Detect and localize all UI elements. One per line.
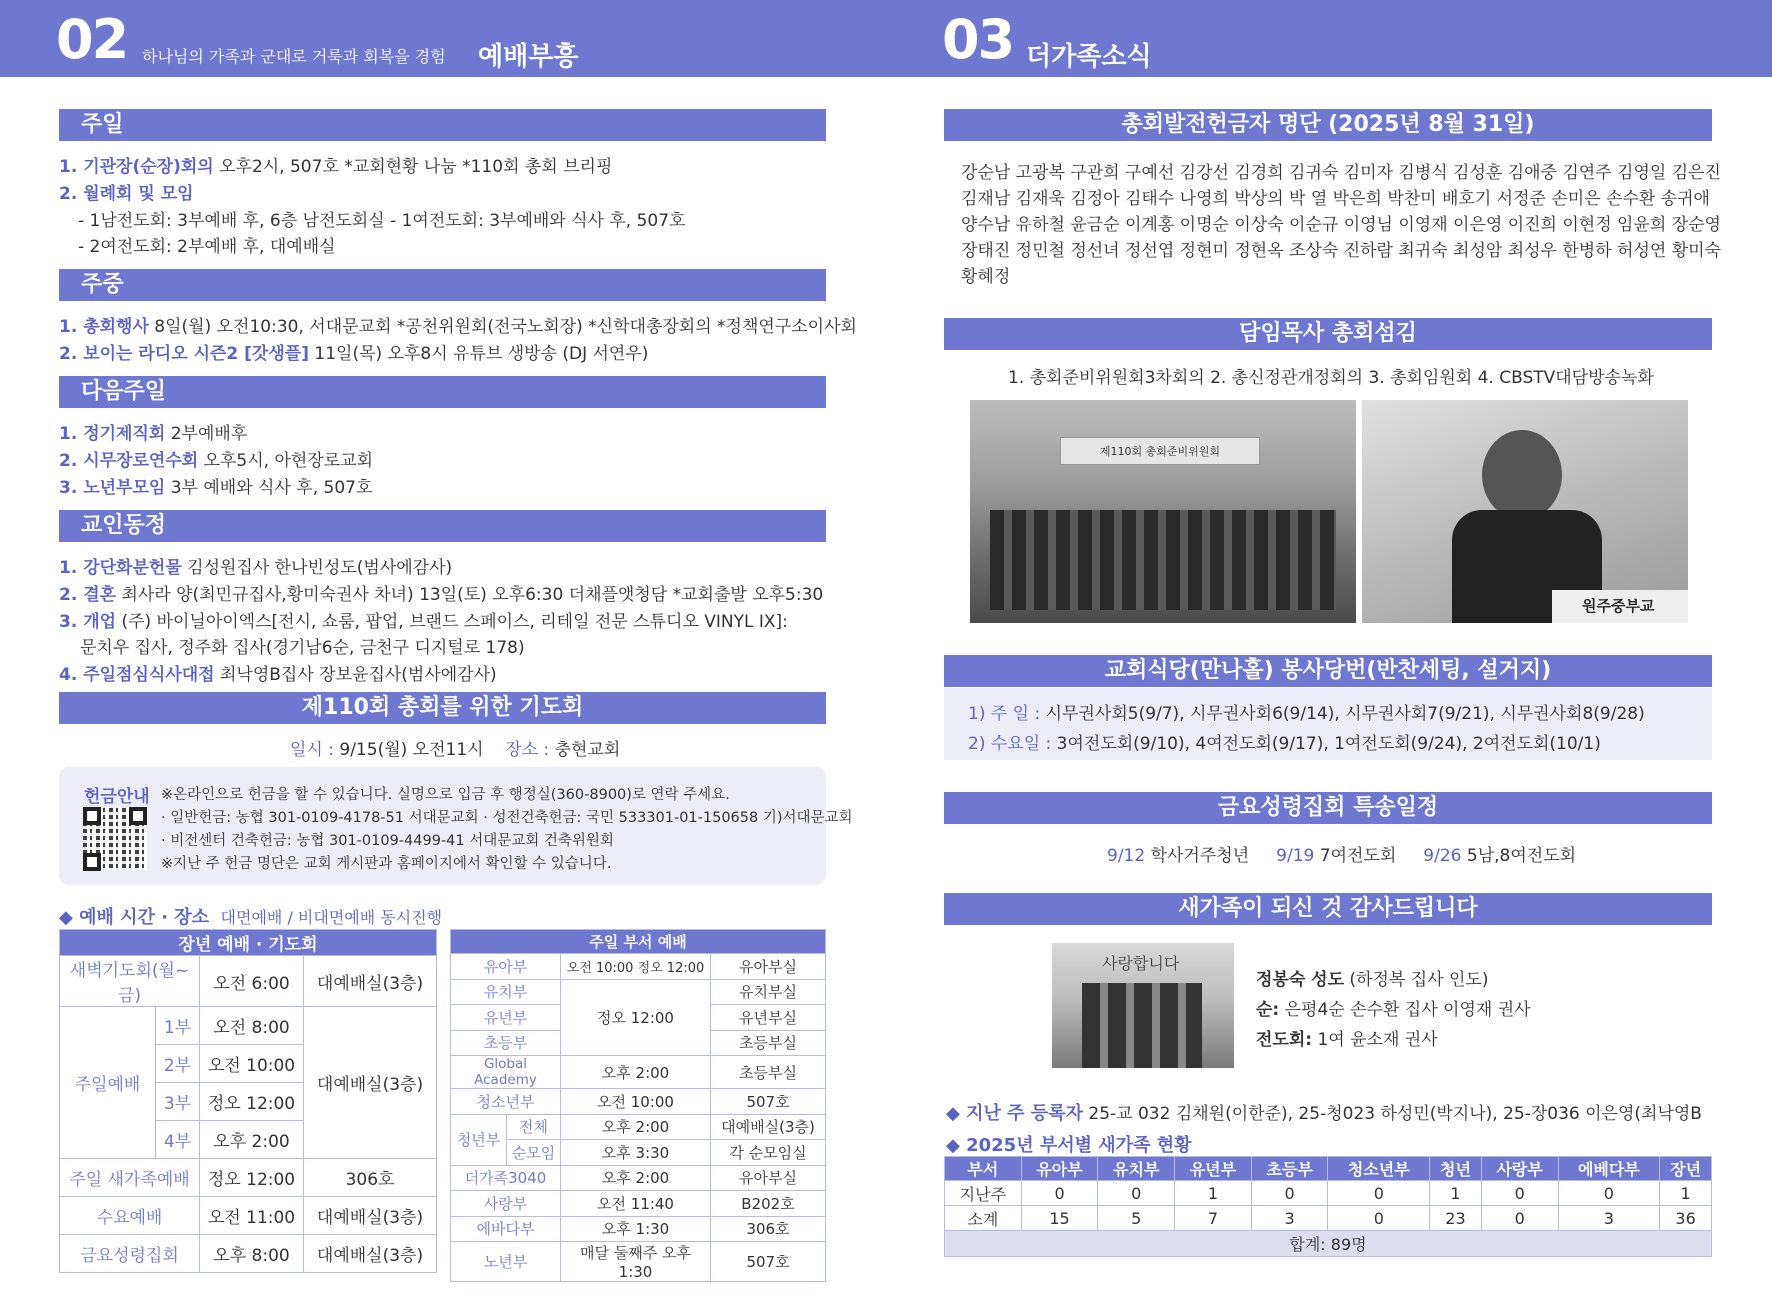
table-cell: 0 — [1098, 1181, 1175, 1206]
table-cell: 대예배실(3층) — [304, 1007, 437, 1159]
table-cell: 0 — [1328, 1206, 1430, 1231]
text-span: 3. 노년부모임 — [59, 478, 166, 498]
week-line-1 — [59, 312, 857, 337]
table-cell: 정오 12:00 — [200, 1159, 304, 1197]
table-cell: 오전 10:00 정오 12:00 — [561, 954, 711, 980]
text-span: 1) 주 일 : — [968, 704, 1041, 724]
text-span: 1. 강단화분헌물 — [59, 558, 182, 578]
text-span: 최사라 양(최민규집사,황미숙권사 차녀) 13일(토) 오후6:30 더채플앳청담 *교회출발 오후5:30 — [116, 585, 824, 605]
table-cell: 0 — [1251, 1181, 1328, 1206]
text-span: 9/15(월) 오전11시 — [333, 740, 484, 760]
donor-line: 강순남 고광복 구관희 구예선 김강선 김경희 김귀숙 김미자 김병식 김성훈 김애중 김연주 김영일 김은진 — [961, 163, 1721, 183]
new-family-photo — [1052, 943, 1234, 1068]
text-span: 2. 시무장로연수회 — [59, 451, 199, 471]
left-subtitle: 하나님의 가족과 군대로 거룩과 회복을 경험 — [142, 47, 446, 66]
group-people-shape — [990, 510, 1336, 610]
section-member-news: 교인동정 — [59, 510, 826, 542]
text-span: 학사거주청년 — [1145, 846, 1250, 866]
new-member-soon — [1256, 995, 1531, 1020]
next-line-2 — [59, 446, 373, 471]
text-span: (주) 바이닐아이엑스[전시, 쇼룸, 팝업, 브랜드 스페이스, 리테일 전문 스튜디오 VINYL IX]: — [116, 612, 788, 632]
person-head-shape — [1482, 430, 1562, 520]
next-line-3 — [59, 473, 372, 498]
table-cell: 5 — [1098, 1206, 1175, 1231]
text-span: 7여전도회 — [1314, 846, 1397, 866]
table-cell: 36 — [1660, 1206, 1712, 1231]
table-cell: 0 — [1481, 1206, 1558, 1231]
table-cell: 오전 11:40 — [561, 1191, 711, 1217]
table-cell: 오후 2:00 — [561, 1056, 711, 1089]
table-cell: 1 — [1430, 1181, 1482, 1206]
table-cell: 순모임 — [507, 1140, 561, 1166]
section-pastor: 담임목사 총회섬김 — [944, 318, 1712, 350]
table-cell: 23 — [1430, 1206, 1482, 1231]
table-cell: 1 — [1175, 1181, 1252, 1206]
table-cell: 전체 — [507, 1114, 561, 1140]
table-cell: 0 — [1481, 1181, 1558, 1206]
table-cell: 사랑부 — [1481, 1157, 1558, 1181]
table-cell: 3 — [1558, 1206, 1660, 1231]
offering-line-2: · 일반헌금: 농협 301-0109-4178-51 서대문교회 · 성전건축헌금: 국민 533301-01-150658 기)서대문교회 — [161, 810, 853, 826]
table-cell: 청소년부 — [1328, 1157, 1430, 1181]
table-cell: 306호 — [304, 1159, 437, 1197]
registered-last-week — [946, 1099, 1712, 1125]
offering-line-3: · 비전센터 건축헌금: 농협 301-0109-4499-41 서대문교회 건축위원회 — [161, 833, 614, 849]
section-donors: 총회발전헌금자 명단 (2025년 8월 31일) — [944, 109, 1712, 141]
week-line-2 — [59, 339, 648, 364]
table-cell: 장년 — [1660, 1157, 1712, 1181]
qr-corner-icon — [83, 807, 101, 825]
cafeteria-line-2 — [968, 729, 1601, 754]
table-cell: 오전 8:00 — [200, 1007, 304, 1045]
table-cell: 유년부 — [1175, 1157, 1252, 1181]
table-cell: Global Academy — [451, 1056, 561, 1089]
table-cell: 3 — [1251, 1206, 1328, 1231]
table-cell: 0 — [1328, 1181, 1430, 1206]
text-span: 1. 정기제직회 — [59, 424, 166, 444]
text-span: 최낙영B집사 장보윤집사(범사에감사) — [214, 665, 497, 685]
next-line-1 — [59, 419, 247, 444]
table-cell: 507호 — [711, 1242, 826, 1282]
table-cell: 유아부 — [451, 954, 561, 980]
text-span: 은평4순 손수환 집사 이영재 권사 — [1279, 1000, 1531, 1020]
adult-table-header: 장년 예배 · 기도회 — [60, 930, 437, 956]
table-cell: 초등부실 — [711, 1056, 826, 1089]
text-span: 정봉숙 성도 — [1256, 970, 1345, 990]
table-cell: 유아부실 — [711, 954, 826, 980]
section-sunday: 주일 — [59, 109, 826, 141]
text-span: 25-교 032 김채원(이한준), 25-청023 하성민(박지나), 25-장036 이은영(최낙영B — [1082, 1104, 1702, 1124]
table-cell: 유년부 — [451, 1005, 561, 1031]
table-cell: 대예배실(3층) — [304, 956, 437, 1007]
news-line-4: 문치우 집사, 정주화 집사(경기남6순, 금천구 디지털로 178) — [80, 638, 525, 658]
text-span: 9/12 — [1107, 846, 1146, 866]
section-prayer-meeting: 제110회 총회를 위한 기도회 — [59, 692, 826, 724]
table-cell: 에베다부 — [1558, 1157, 1660, 1181]
table-cell: 15 — [1021, 1206, 1098, 1231]
table-cell: 초등부 — [451, 1030, 561, 1056]
table-cell: 7 — [1175, 1206, 1252, 1231]
text-span: 1. 총회행사 — [59, 317, 149, 337]
text-span: 2) 수요일 : — [968, 734, 1052, 754]
table-cell: 오전 6:00 — [200, 956, 304, 1007]
dept-table-header: 주일 부서 예배 — [451, 930, 826, 954]
photo-banner: 제110회 총회준비위원회 — [1060, 437, 1260, 465]
table-cell: 청소년부 — [451, 1089, 561, 1115]
text-span: 헌금안내 — [84, 787, 150, 807]
text-span: 1. 기관장(순장)회의 — [59, 157, 214, 177]
worship-time-title — [59, 903, 442, 929]
table-cell: 부서 — [945, 1157, 1022, 1181]
text-span: 9/19 — [1276, 846, 1315, 866]
table-cell: 에바다부 — [451, 1216, 561, 1242]
table-cell: 주일 새가족예배 — [60, 1159, 200, 1197]
text-span: 전도회: — [1256, 1030, 1313, 1050]
text-span: 오후2시, 507호 *교회현황 나눔 *110회 총회 브리핑 — [213, 157, 613, 177]
text-span: 일시 : — [290, 740, 334, 760]
text-span: 1여 윤소재 권사 — [1312, 1030, 1438, 1050]
text-span: 5남,8여전도회 — [1461, 846, 1577, 866]
sunday-line-3: - 1남전도회: 3부예배 후, 6층 남전도회실 - 1여전도회: 3부예배와 식사 후, 507호 — [78, 211, 686, 231]
text-span: 2. 월례회 및 모임 — [59, 184, 194, 204]
table-cell: 금요성령집회 — [60, 1235, 200, 1273]
page-number-right: 03 — [942, 8, 1014, 71]
table-cell: 유치부 — [451, 979, 561, 1005]
table-cell: 청년 — [1430, 1157, 1482, 1181]
pastor-speaking-photo — [1362, 400, 1688, 623]
section-next-sunday: 다음주일 — [59, 376, 826, 408]
table-cell: 청년부 — [451, 1114, 507, 1165]
text-span: 3부 예배와 식사 후, 507호 — [165, 478, 373, 498]
text-span: 순: — [1256, 1000, 1280, 1020]
table-cell: 유아부 — [1021, 1157, 1098, 1181]
table-cell: 0 — [1021, 1181, 1098, 1206]
table-cell: 오후 2:00 — [561, 1114, 711, 1140]
table-cell: 정오 12:00 — [200, 1083, 304, 1121]
table-cell: 오후 2:00 — [561, 1165, 711, 1191]
news-line-5 — [59, 660, 497, 685]
new-member-mission — [1256, 1025, 1438, 1050]
table-cell: 오후 2:00 — [200, 1121, 304, 1159]
podium-sign: 원주중부교 — [1552, 590, 1688, 623]
table-cell: 오전 10:00 — [561, 1089, 711, 1115]
text-span: 4. 주일점심식사대접 — [59, 665, 215, 685]
table-cell: B202호 — [711, 1191, 826, 1217]
news-line-1 — [59, 553, 452, 578]
section-friday-special: 금요성령집회 특송일정 — [944, 792, 1712, 824]
text-span: 대면예배 / 비대면예배 동시진행 — [220, 908, 443, 927]
text-span: 2. 보이는 라디오 시즌2 [갓생플] — [59, 344, 309, 364]
table-cell: 0 — [1558, 1181, 1660, 1206]
table-cell: 오후 1:30 — [561, 1216, 711, 1242]
text-span: ◆ 예배 시간 · 장소 — [59, 907, 210, 928]
status-total: 합계: 89명 — [945, 1231, 1712, 1257]
section-cafeteria: 교회식당(만나홀) 봉사당번(반찬세팅, 설거지) — [944, 655, 1712, 687]
table-cell: 오전 11:00 — [200, 1197, 304, 1235]
text-span: 11일(목) 오후8시 유튜브 생방송 (DJ 서연우) — [308, 344, 649, 364]
table-cell: 대예배실(3층) — [711, 1114, 826, 1140]
table-cell: 유치부 — [1098, 1157, 1175, 1181]
adult-worship-table — [59, 929, 437, 1273]
table-cell: 2부 — [156, 1045, 200, 1083]
text-span: ◆ 지난 주 등록자 — [946, 1103, 1083, 1124]
table-cell: 1부 — [156, 1007, 200, 1045]
people-shape — [1082, 983, 1202, 1068]
table-cell: 각 순모임실 — [711, 1140, 826, 1166]
table-cell: 1 — [1660, 1181, 1712, 1206]
donor-line: 황혜정 — [961, 267, 1011, 287]
table-cell: 오전 10:00 — [200, 1045, 304, 1083]
sunday-line-4: - 2여전도회: 2부예배 후, 대예배실 — [78, 237, 336, 257]
section-new-family: 새가족이 되신 것 감사드립니다 — [944, 893, 1712, 925]
committee-photo — [970, 400, 1356, 623]
sunday-line-2 — [59, 179, 194, 204]
qr-corner-icon — [129, 807, 147, 825]
friday-schedule — [1107, 841, 1576, 866]
table-cell: 유치부실 — [711, 979, 826, 1005]
text-span: 2부예배후 — [165, 424, 248, 444]
table-cell: 유아부실 — [711, 1165, 826, 1191]
text-span: 오후5시, 아현장로교회 — [198, 451, 373, 471]
table-cell: 4부 — [156, 1121, 200, 1159]
text-span: ◆ 2025년 부서별 새가족 현황 — [946, 1135, 1192, 1156]
table-cell: 소계 — [945, 1206, 1022, 1231]
table-cell: 초등부실 — [711, 1030, 826, 1056]
left-title: 예배부흥 — [478, 42, 579, 72]
offering-line-4: ※지난 주 헌금 명단은 교회 게시판과 홈페이지에서 확인할 수 있습니다. — [161, 856, 612, 872]
right-title: 더가족소식 — [1026, 42, 1152, 72]
text-span: (하정복 집사 인도) — [1344, 970, 1489, 990]
table-cell: 초등부 — [1251, 1157, 1328, 1181]
offering-label — [84, 782, 150, 807]
table-cell: 더가족3040 — [451, 1165, 561, 1191]
table-cell: 사랑부 — [451, 1191, 561, 1217]
donor-line: 김재남 김재욱 김정아 김태수 나영희 박상의 박 열 박은희 박찬미 배호기 서정준 손미은 손수환 송귀애 — [961, 189, 1710, 209]
dept-worship-table — [450, 929, 826, 1282]
table-cell: 오후 8:00 — [200, 1235, 304, 1273]
section-week: 주중 — [59, 269, 826, 301]
news-line-3 — [59, 607, 788, 632]
table-cell: 지난주 — [945, 1181, 1022, 1206]
donor-line: 장태진 정민철 정선녀 정선엽 정현미 정현옥 조상숙 진하람 최귀숙 최성암 최성우 한병하 허성연 황미숙 — [961, 241, 1721, 261]
cafeteria-line-1 — [968, 699, 1645, 724]
table-cell: 3부 — [156, 1083, 200, 1121]
text-span: 장소 : — [505, 740, 550, 760]
text-span: 시무권사회5(9/7), 시무권사회6(9/14), 시무권사회7(9/21), 시무권사회8(9/28) — [1040, 704, 1645, 724]
table-cell: 대예배실(3층) — [304, 1197, 437, 1235]
prayer-info — [290, 735, 620, 760]
donor-line: 양수남 유하철 윤금순 이계홍 이명순 이상숙 이순규 이영님 이영재 이은영 이진희 이현정 임윤희 장순영 — [961, 215, 1721, 235]
table-cell: 정오 12:00 — [561, 979, 711, 1056]
text-span: 충현교회 — [549, 740, 621, 760]
text-span: 9/26 — [1423, 846, 1462, 866]
new-family-status-title — [946, 1131, 1192, 1157]
table-cell: 주일예배 — [60, 1007, 156, 1159]
table-cell: 새벽기도회(월~금) — [60, 956, 200, 1007]
table-cell: 수요예배 — [60, 1197, 200, 1235]
table-cell: 306호 — [711, 1216, 826, 1242]
text-span: 3. 개업 — [59, 612, 117, 632]
table-cell: 507호 — [711, 1089, 826, 1115]
sunday-line-1 — [59, 152, 612, 177]
table-cell: 매달 둘째주 오후 1:30 — [561, 1242, 711, 1282]
new-family-status-table — [944, 1156, 1712, 1257]
text-span: 김성원집사 한나빈성도(범사에감사) — [181, 558, 453, 578]
table-cell: 대예배실(3층) — [304, 1235, 437, 1273]
qr-corner-icon — [83, 853, 101, 871]
pastor-activities: 1. 총회준비위원회3차회의 2. 총신정관개정회의 3. 총회임원회 4. CBSTV대담방송녹화 — [1008, 368, 1654, 388]
photo-sign: 사랑합니다 — [1102, 954, 1180, 973]
table-cell: 오후 3:30 — [561, 1140, 711, 1166]
text-span: 3여전도회(9/10), 4여전도회(9/17), 1여전도회(9/24), 2여전도회(10/1) — [1051, 734, 1601, 754]
new-member-name — [1256, 965, 1488, 990]
offering-line-1: ※온라인으로 헌금을 할 수 있습니다. 실명으로 입금 후 행정실(360-8900)로 연락 주세요. — [161, 787, 730, 803]
page-number-left: 02 — [56, 8, 128, 71]
text-span: 8일(월) 오전10:30, 서대문교회 *공천위원회(전국노회장) *신학대총장회의 *정책연구소이사회 — [148, 317, 857, 337]
text-span: 2. 결혼 — [59, 585, 117, 605]
news-line-2 — [59, 580, 823, 605]
table-cell: 노년부 — [451, 1242, 561, 1282]
table-cell: 유년부실 — [711, 1005, 826, 1031]
